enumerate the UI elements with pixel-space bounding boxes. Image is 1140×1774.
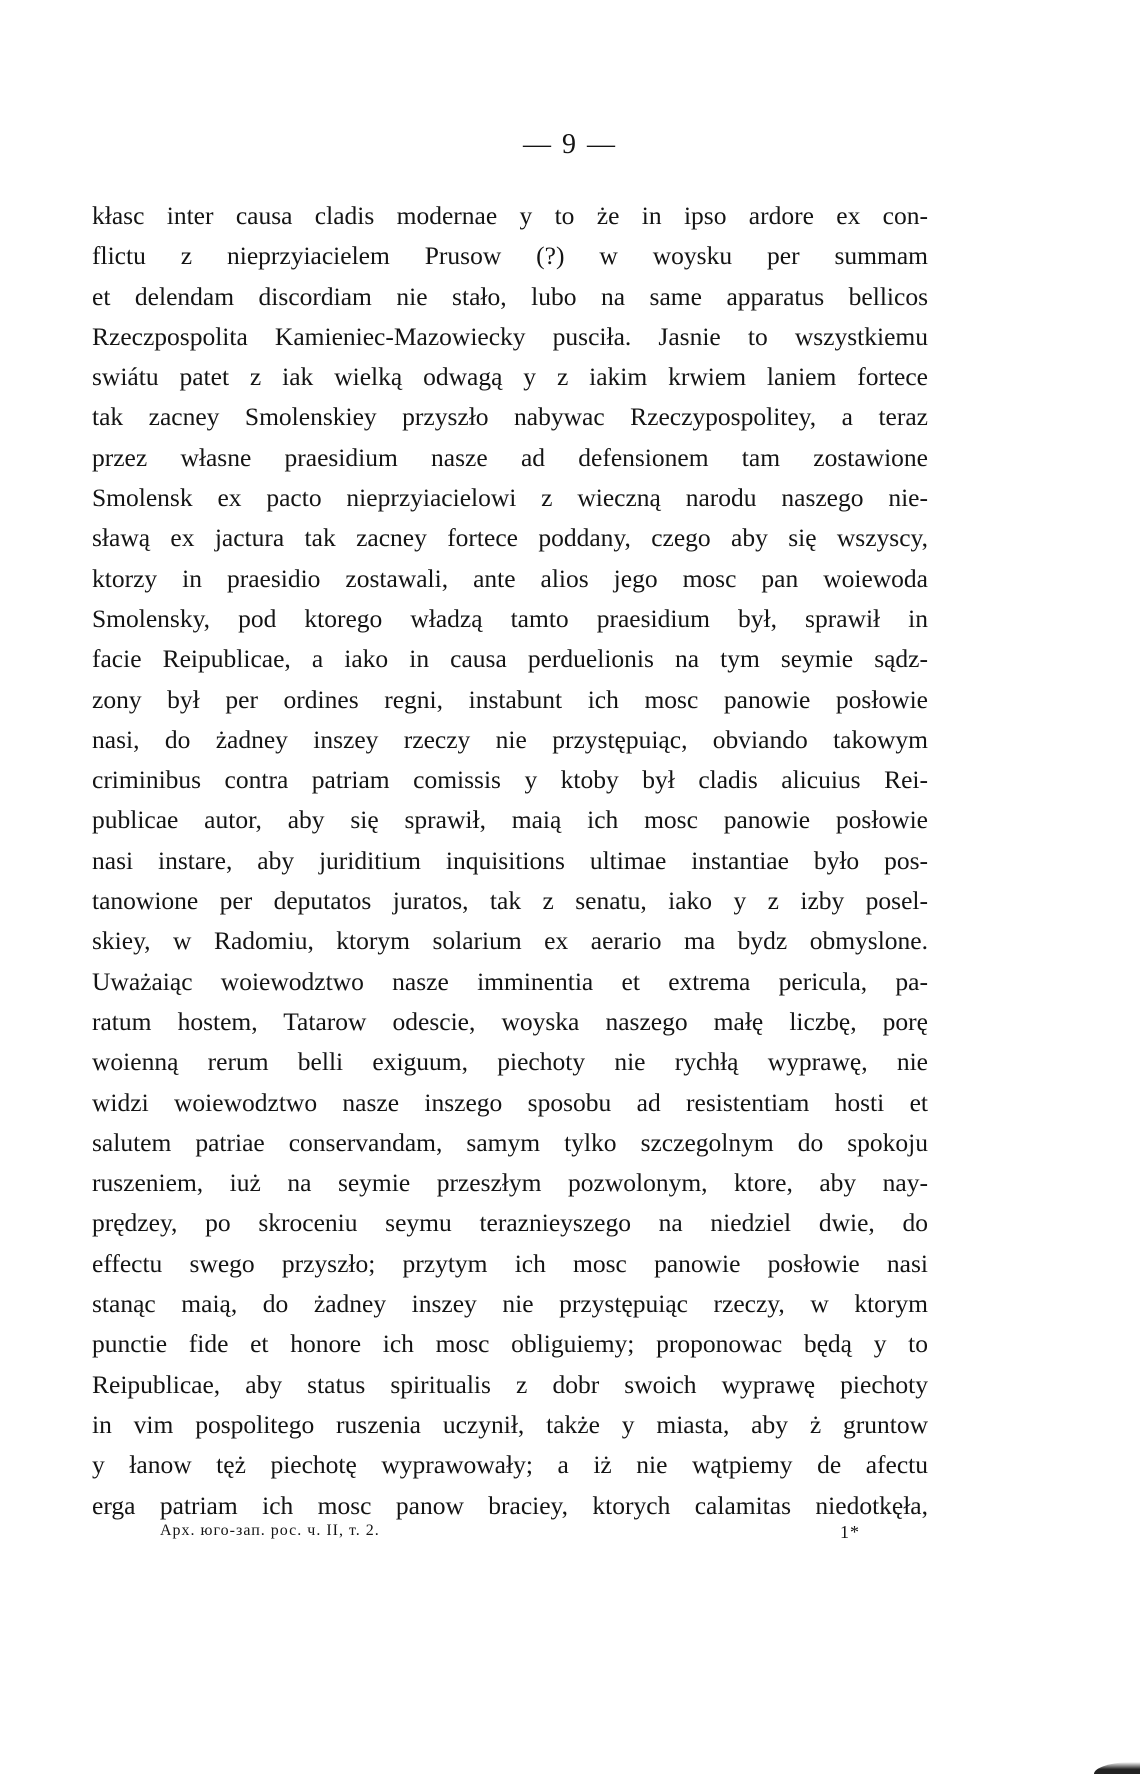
- text-line: publicae autor, aby się sprawił, maią ich mosc panowie posłowie: [92, 805, 928, 835]
- text-line: Smolensky, pod ktorego władzą tamto praesidium był, sprawił in: [92, 603, 928, 633]
- text-line: et delendam discordiam nie stało, lubo na same apparatus bellicos: [92, 281, 928, 311]
- text-line: swiátu patet z iak wielką odwagą y z iakim krwiem laniem fortece: [92, 362, 928, 392]
- scan-edge-mark: [1094, 1762, 1140, 1774]
- text-line: zony był per ordines regni, instabunt ich mosc panowie posłowie: [92, 684, 928, 714]
- text-line: tak zacney Smolenskiey przyszło nabywac Rzeczypospolitey, a teraz: [92, 402, 928, 432]
- text-line: facie Reipublicae, a iako in causa perduelionis na tym seymie sądz-: [92, 644, 928, 674]
- text-line: ktorzy in praesidio zostawali, ante alios jego mosc pan woiewoda: [92, 563, 928, 593]
- text-line: Rzeczpospolita Kamieniec-Mazowiecky pusciła. Jasnie to wszystkiemu: [92, 321, 928, 351]
- text-line: effectu swego przyszło; przytym ich mosc panowie posłowie nasi: [92, 1248, 928, 1278]
- text-line: punctie fide et honore ich mosc obliguiemy; proponowac będą y to: [92, 1329, 928, 1359]
- text-line: Reipublicae, aby status spiritualis z dobr swoich wyprawę piechoty: [92, 1369, 928, 1399]
- text-line: przez własne praesidium nasze ad defensionem tam zostawione: [92, 442, 928, 472]
- body-text: [92, 196, 928, 1526]
- text-line: ratum hostem, Tatarow odescie, woyska naszego małę liczbę, porę: [92, 1006, 928, 1036]
- text-line: criminibus contra patriam comissis y ktoby był cladis alicuius Rei-: [92, 765, 928, 795]
- text-line: ruszeniem, iuż na seymie przeszłym pozwolonym, ktore, aby nay-: [92, 1168, 928, 1198]
- text-line: y łanow tęż piechotę wyprawowały; a iż nie wątpiemy de afectu: [92, 1450, 928, 1480]
- text-line: Smolensk ex pacto nieprzyiacielowi z wieczną narodu naszego nie-: [92, 483, 928, 513]
- text-line: woienną rerum belli exiguum, piechoty nie rychłą wyprawę, nie: [92, 1047, 928, 1077]
- text-line: prędzey, po skroceniu seymu teraznieyszego na niedziel dwie, do: [92, 1208, 928, 1238]
- text-line: Uważaiąc woiewodztwo nasze imminentia et extrema pericula, pa-: [92, 966, 928, 996]
- text-line: flictu z nieprzyiacielem Prusow (?) w woysku per summam: [92, 241, 928, 271]
- footer: [160, 1522, 860, 1540]
- text-line: nasi instare, aby juriditium inquisitions ultimae instantiae było pos-: [92, 845, 928, 875]
- page-number: — 9 —: [523, 129, 617, 160]
- text-line: skiey, w Radomiu, ktorym solarium ex aerario ma bydz obmyslone.: [92, 926, 928, 956]
- text-line: erga patriam ich mosc panow braciey, ktorych calamitas niedotkęła,: [92, 1490, 928, 1520]
- text-line: sławą ex jactura tak zacney fortece poddany, czego aby się wszyscy,: [92, 523, 928, 553]
- footer-citation: Арх. юго-зап. рос. ч. II, т. 2.: [160, 1522, 380, 1539]
- text-line: tanowione per deputatos juratos, tak z senatu, iako y z izby posel-: [92, 886, 928, 916]
- text-line: widzi woiewodztwo nasze inszego sposobu ad resistentiam hosti et: [92, 1087, 928, 1117]
- text-line: stanąc maią, do żadney inszey nie przystępuiąc rzeczy, w ktorym: [92, 1289, 928, 1319]
- text-line: in vim pospolitego ruszenia uczynił, także y miasta, aby ż gruntow: [92, 1409, 928, 1439]
- signature-mark: 1*: [840, 1522, 860, 1542]
- text-line: salutem patriae conservandam, samym tylko szczegolnym do spokoju: [92, 1127, 928, 1157]
- text-line: nasi, do żadney inszey rzeczy nie przystępuiąc, obviando takowym: [92, 724, 928, 754]
- text-line: kłasc inter causa cladis modernae y to że in ipso ardore ex con-: [92, 201, 928, 230]
